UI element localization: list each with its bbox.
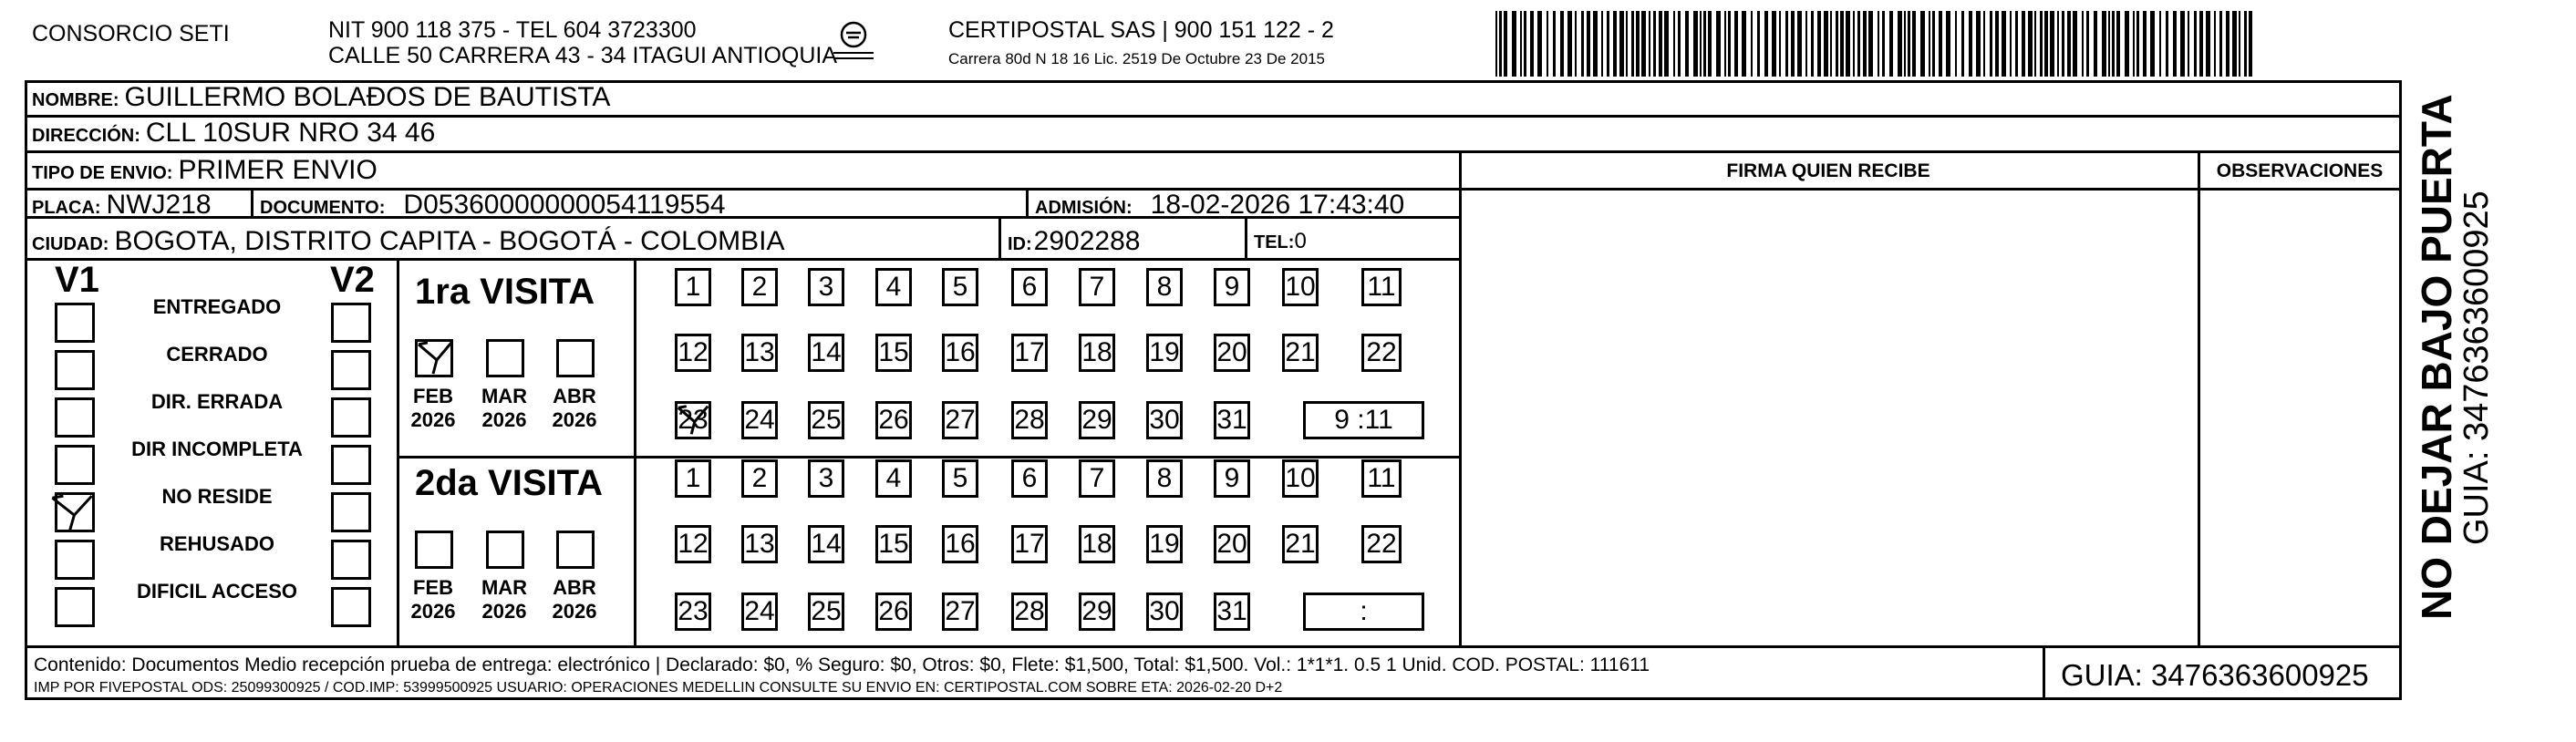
ship-type-label: TIPO DE ENVIO: xyxy=(32,163,173,183)
month-name: ABR xyxy=(553,385,596,407)
visit1-day-13[interactable]: 13 xyxy=(741,334,778,372)
month-name: FEB xyxy=(413,576,453,599)
visit2-day-24[interactable]: 24 xyxy=(741,593,778,631)
status-label-rehusado: REHUSADO xyxy=(160,532,274,555)
visit1-day-10[interactable]: 10 xyxy=(1282,268,1319,306)
v1-checkbox-rehusado[interactable] xyxy=(55,540,95,580)
month-name: ABR xyxy=(553,576,596,599)
side-warning: NO DEJAR BAJO PUERTA xyxy=(2413,94,2460,620)
plate: NWJ218 xyxy=(106,190,212,220)
visit2-day-14[interactable]: 14 xyxy=(808,525,844,563)
visit1-day-24[interactable]: 24 xyxy=(741,401,778,439)
visit2-day-28[interactable]: 28 xyxy=(1011,593,1048,631)
visit1-day-4[interactable]: 4 xyxy=(875,268,912,306)
v2-label: V2 xyxy=(330,260,375,300)
visit2-month-label-abr xyxy=(547,576,602,623)
visit2-day-26[interactable]: 26 xyxy=(875,593,912,631)
v2-checkbox-no-reside[interactable] xyxy=(331,492,371,532)
month-name: FEB xyxy=(413,385,453,407)
visit1-day-14[interactable]: 14 xyxy=(808,334,844,372)
month-year: 2026 xyxy=(552,408,597,431)
visit2-day-9[interactable]: 9 xyxy=(1214,459,1250,498)
visit2-time-box[interactable]: : xyxy=(1303,593,1424,631)
month-name: MAR xyxy=(481,385,528,407)
visit2-day-19[interactable]: 19 xyxy=(1146,525,1183,563)
city-label: CIUDAD: xyxy=(32,234,109,254)
status-label-dificil-acceso: DIFICIL ACCESO xyxy=(136,580,297,603)
visit1-day-29[interactable]: 29 xyxy=(1079,401,1115,439)
visit1-day-6[interactable]: 6 xyxy=(1011,268,1048,306)
visit2-day-2[interactable]: 2 xyxy=(741,459,778,498)
ship-type-field xyxy=(32,157,378,187)
month-year: 2026 xyxy=(481,408,527,431)
observations-label: OBSERVACIONES xyxy=(2216,160,2384,181)
city: BOGOTA, DISTRITO CAPITA - BOGOTÁ - COLOMBIA xyxy=(114,226,785,256)
visit1-day-21[interactable]: 21 xyxy=(1282,334,1319,372)
v1-checkbox-dificil-acceso[interactable] xyxy=(55,587,95,627)
visit1-day-28[interactable]: 28 xyxy=(1011,401,1048,439)
barcode-icon xyxy=(1495,11,2261,77)
visit2-day-31[interactable]: 31 xyxy=(1214,593,1250,631)
visit1-month-label-mar xyxy=(477,385,532,432)
status-label-no-reside: NO RESIDE xyxy=(161,485,273,508)
visit2-month-checkbox-feb[interactable] xyxy=(415,531,453,569)
visit2-day-10[interactable]: 10 xyxy=(1282,459,1319,498)
document-number: D05360000000054119554 xyxy=(403,190,726,220)
visit1-day-27[interactable]: 27 xyxy=(942,401,978,439)
plate-label: PLACA: xyxy=(32,198,101,218)
sender-nit: NIT 900 118 375 - TEL 604 3723300 xyxy=(328,17,697,43)
visit1-day-25[interactable]: 25 xyxy=(808,401,844,439)
visit2-month-label-mar xyxy=(477,576,532,623)
tel-label: TEL: xyxy=(1254,232,1295,252)
logo-icon xyxy=(830,20,877,64)
name-label: NOMBRE: xyxy=(32,90,119,110)
tel-value: 0 xyxy=(1294,229,1307,253)
v1-check-mark xyxy=(50,494,94,532)
sender-address: CALLE 50 CARRERA 43 - 34 ITAGUI ANTIOQUIA xyxy=(328,43,838,68)
visit2-day-8[interactable]: 8 xyxy=(1146,459,1183,498)
visit1-day-1[interactable]: 1 xyxy=(675,268,711,306)
visit1-day-23[interactable]: 23 xyxy=(675,401,711,439)
document-field xyxy=(260,191,726,222)
admission-date: 18-02-2026 17:43:40 xyxy=(1150,190,1405,220)
v2-checkbox-dificil-acceso[interactable] xyxy=(331,587,371,627)
address-field xyxy=(32,119,435,149)
visit2-month-checkbox-mar[interactable] xyxy=(486,531,524,569)
side-guia: GUIA: 3476363600925 xyxy=(2457,191,2496,545)
visit2-day-18[interactable]: 18 xyxy=(1079,525,1115,563)
visit2-day-3[interactable]: 3 xyxy=(808,459,844,498)
visit2-day-25[interactable]: 25 xyxy=(808,593,844,631)
visit1-day-5[interactable]: 5 xyxy=(942,268,978,306)
visit2-day-23[interactable]: 23 xyxy=(675,593,711,631)
visit2-day-29[interactable]: 29 xyxy=(1079,593,1115,631)
carrier-license: Carrera 80d N 18 16 Lic. 2519 De Octubre 23 De 2015 xyxy=(948,50,1325,67)
visit1-day-3[interactable]: 3 xyxy=(808,268,844,306)
visit2-month-checkbox-abr[interactable] xyxy=(556,531,595,569)
visit1-month-label-feb xyxy=(406,385,460,432)
visit1-month-checkbox-mar[interactable] xyxy=(486,339,524,377)
visit1-day-18[interactable]: 18 xyxy=(1079,334,1115,372)
visit1-day-15[interactable]: 15 xyxy=(875,334,912,372)
visit1-day-11[interactable]: 11 xyxy=(1361,268,1402,306)
visit2-day-7[interactable]: 7 xyxy=(1079,459,1115,498)
visit1-day-16[interactable]: 16 xyxy=(942,334,978,372)
visit1-day-30[interactable]: 30 xyxy=(1146,401,1183,439)
v1-checkbox-dir-incompleta[interactable] xyxy=(55,445,95,485)
visit2-day-1[interactable]: 1 xyxy=(675,459,711,498)
v2-checkbox-rehusado[interactable] xyxy=(331,540,371,580)
status-label-entregado: ENTREGADO xyxy=(152,295,282,318)
visit1-day-9[interactable]: 9 xyxy=(1214,268,1250,306)
visit2-day-15[interactable]: 15 xyxy=(875,525,912,563)
visit2-day-6[interactable]: 6 xyxy=(1011,459,1048,498)
visit2-day-12[interactable]: 12 xyxy=(675,525,711,563)
imp-line: IMP POR FIVEPOSTAL ODS: 25099300925 / COD.IMP: 53999500925 USUARIO: OPERACIONES MEDELLIN CONSULTE SU ENVIO EN: CERTIPOSTAL.COM SOBRE ETA: 2026-02-20 D+2 xyxy=(34,680,1283,696)
v2-checkbox-dir-incompleta[interactable] xyxy=(331,445,371,485)
visit2-day-13[interactable]: 13 xyxy=(741,525,778,563)
tel-field xyxy=(1254,228,1307,256)
admission-field xyxy=(1035,191,1404,222)
visit2-day-20[interactable]: 20 xyxy=(1214,525,1250,563)
v2-checkbox-entregado[interactable] xyxy=(331,303,371,343)
plate-field xyxy=(32,191,212,222)
address-label: DIRECCIÓN: xyxy=(32,126,140,146)
footer-guia: GUIA: 3476363600925 xyxy=(2061,658,2369,692)
month-year: 2026 xyxy=(410,600,456,623)
visit1-time-box[interactable]: 9 :11 xyxy=(1303,401,1424,439)
id-field xyxy=(1008,228,1140,258)
v1-checkbox-cerrado[interactable] xyxy=(55,350,95,390)
visit2-day-30[interactable]: 30 xyxy=(1146,593,1183,631)
visit1-day-check-mark xyxy=(677,405,709,436)
month-year: 2026 xyxy=(481,600,527,623)
status-label-dir-errada: DIR. ERRADA xyxy=(150,390,284,413)
v1-checkbox-dir-errada[interactable] xyxy=(55,397,95,438)
visit1-day-12[interactable]: 12 xyxy=(675,334,711,372)
visit1-day-8[interactable]: 8 xyxy=(1146,268,1183,306)
visit1-day-19[interactable]: 19 xyxy=(1146,334,1183,372)
signature-label: FIRMA QUIEN RECIBE xyxy=(1726,160,1930,181)
visit1-day-2[interactable]: 2 xyxy=(741,268,778,306)
visit1-day-17[interactable]: 17 xyxy=(1011,334,1048,372)
visit2-day-17[interactable]: 17 xyxy=(1011,525,1048,563)
city-field xyxy=(32,228,785,258)
visit1-month-checkbox-abr[interactable] xyxy=(556,339,595,377)
id-label: ID: xyxy=(1008,234,1032,254)
recipient-name: GUILLERMO BOLAĐOS DE BAUTISTA xyxy=(124,82,611,112)
v2-checkbox-cerrado[interactable] xyxy=(331,350,371,390)
visit1-month-label-abr xyxy=(547,385,602,432)
visit1-day-7[interactable]: 7 xyxy=(1079,268,1115,306)
visit2-month-label-feb xyxy=(406,576,460,623)
visit2-day-5[interactable]: 5 xyxy=(942,459,978,498)
visit1-title: 1ra VISITA xyxy=(415,272,595,312)
visit1-day-26[interactable]: 26 xyxy=(875,401,912,439)
document-label: DOCUMENTO: xyxy=(260,198,386,218)
carrier-name: CERTIPOSTAL SAS | 900 151 122 - 2 xyxy=(948,17,1334,43)
visit2-day-27[interactable]: 27 xyxy=(942,593,978,631)
v2-checkbox-dir-errada[interactable] xyxy=(331,397,371,438)
visit2-day-22[interactable]: 22 xyxy=(1361,525,1402,563)
month-year: 2026 xyxy=(410,408,456,431)
admission-label: ADMISIÓN: xyxy=(1035,198,1133,218)
visit2-day-11[interactable]: 11 xyxy=(1361,459,1402,498)
visit1-day-31[interactable]: 31 xyxy=(1214,401,1250,439)
visit2-day-4[interactable]: 4 xyxy=(875,459,912,498)
sender-name: CONSORCIO SETI xyxy=(32,21,230,46)
content-line: Contenido: Documentos Medio recepción prueba de entrega: electrónico | Declarado: $0, % Seguro: $0, Otros: $0, Flete: $1,500, Total: $1,500. Vol.: 1*1*1. 0.5 1 Unid. COD. POSTAL: 111611 xyxy=(34,654,1650,675)
id-value: 2902288 xyxy=(1033,226,1141,256)
visit1-day-22[interactable]: 22 xyxy=(1361,334,1402,372)
visit2-day-16[interactable]: 16 xyxy=(942,525,978,563)
visit1-day-20[interactable]: 20 xyxy=(1214,334,1250,372)
name-field xyxy=(32,84,610,114)
visit2-day-21[interactable]: 21 xyxy=(1282,525,1319,563)
recipient-address: CLL 10SUR NRO 34 46 xyxy=(145,118,436,148)
visit2-title: 2da VISITA xyxy=(415,463,603,503)
status-label-cerrado: CERRADO xyxy=(166,343,268,366)
status-label-dir-incompleta: DIR INCOMPLETA xyxy=(131,438,303,460)
certipostal-logo xyxy=(830,20,877,68)
v1-label: V1 xyxy=(55,260,99,300)
v1-checkbox-entregado[interactable] xyxy=(55,303,95,343)
visit1-month-check-mark xyxy=(417,341,453,376)
month-year: 2026 xyxy=(552,600,597,623)
ship-type: PRIMER ENVIO xyxy=(178,155,378,185)
month-name: MAR xyxy=(481,576,528,599)
